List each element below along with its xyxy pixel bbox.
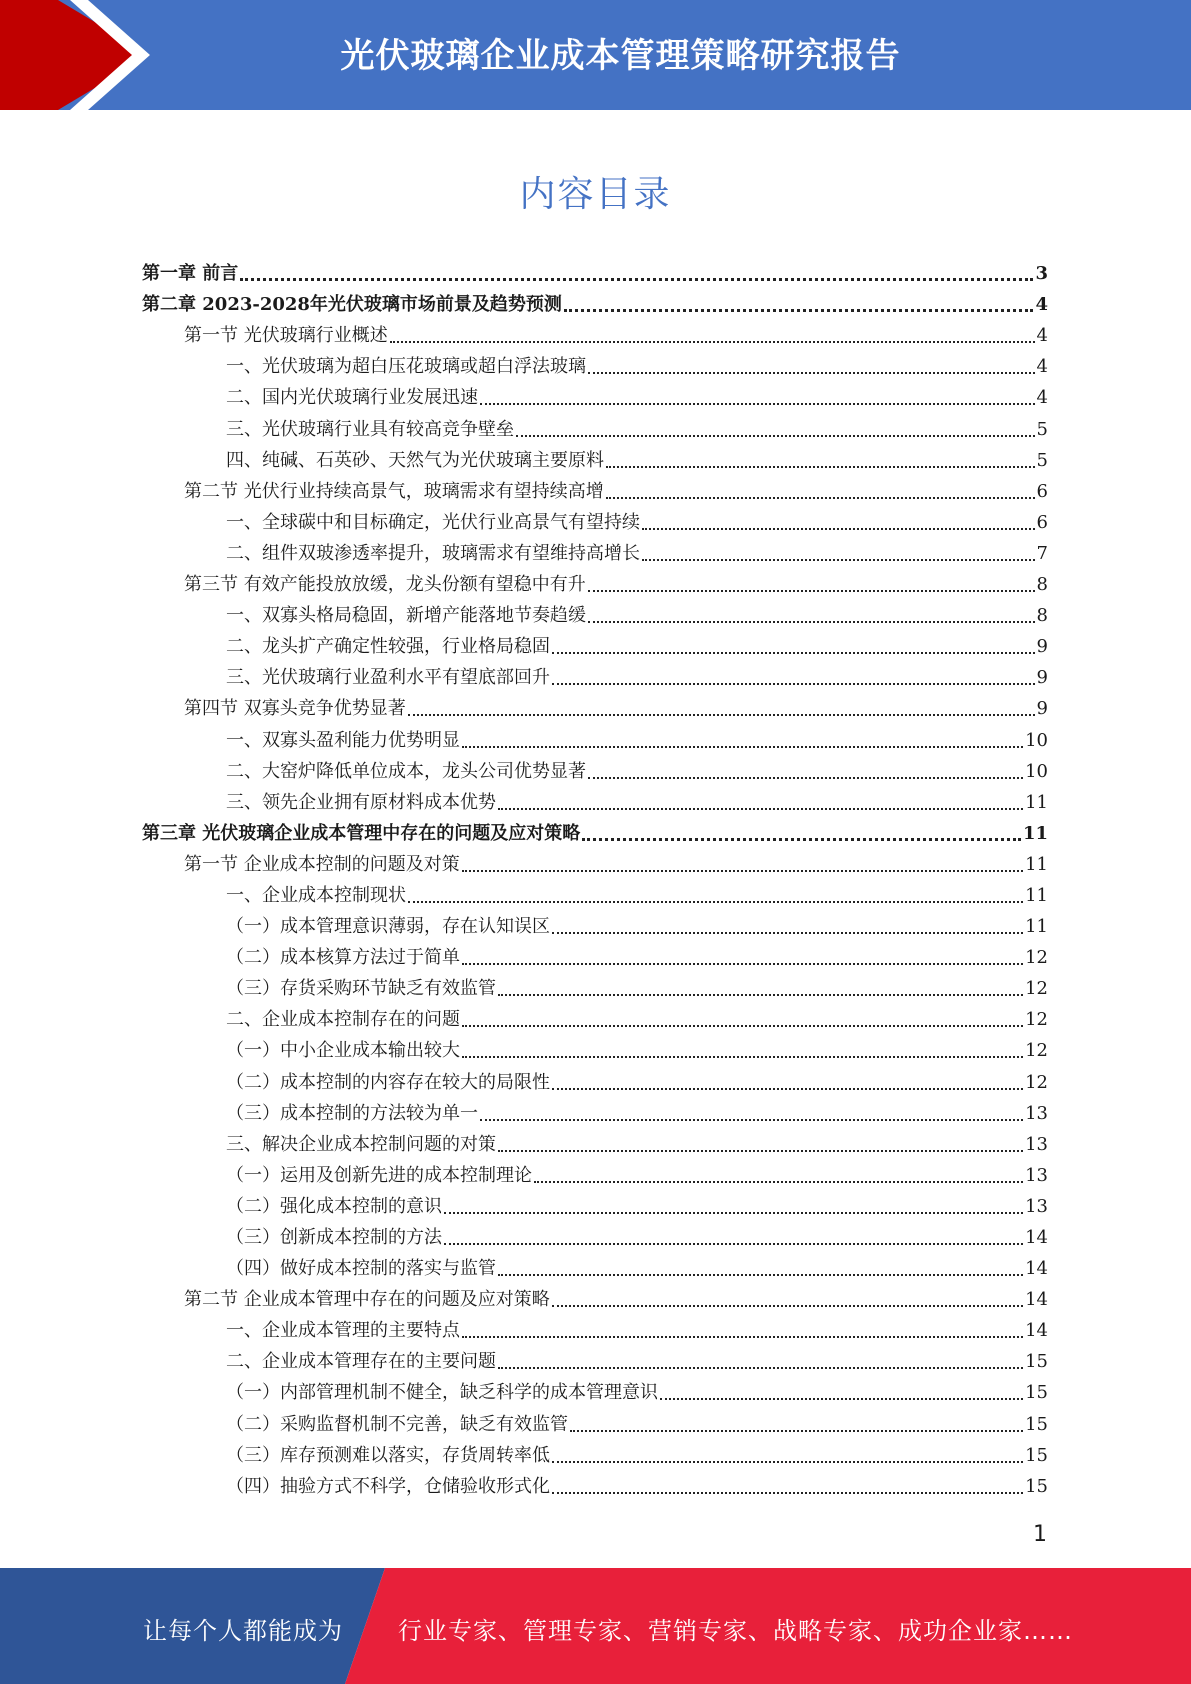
toc-entry-item[interactable] bbox=[142, 720, 1048, 751]
toc-entry-page: 11 bbox=[1025, 791, 1048, 813]
toc-entry-page: 13 bbox=[1025, 1133, 1048, 1155]
toc-entry-page: 3 bbox=[1035, 263, 1048, 285]
toc-entry-title: （二）成本核算方法过于简单 bbox=[226, 947, 460, 969]
toc-entry-title: （二）强化成本控制的意识 bbox=[226, 1195, 442, 1217]
dot-leader bbox=[444, 1212, 1023, 1214]
toc-entry-page: 13 bbox=[1025, 1195, 1048, 1217]
toc-entry-title: 二、龙头扩产确定性较强，行业格局稳固 bbox=[226, 636, 550, 658]
toc-entry-title: （一）运用及创新先进的成本控制理论 bbox=[226, 1164, 532, 1186]
toc-entry-title: 一、全球碳中和目标确定，光伏行业高景气有望持续 bbox=[226, 511, 640, 533]
toc-entry-title: （二）采购监督机制不完善，缺乏有效监管 bbox=[226, 1413, 568, 1435]
toc-entry-sub[interactable] bbox=[142, 1187, 1048, 1218]
dot-leader bbox=[498, 1367, 1023, 1369]
toc-entry-page: 7 bbox=[1036, 542, 1048, 564]
toc-entry-title: 第二章 2023-2028年光伏玻璃市场前景及趋势预测 bbox=[142, 294, 562, 316]
dot-leader bbox=[552, 683, 1035, 685]
toc-heading: 内容目录 bbox=[519, 174, 672, 215]
toc-entry-item[interactable] bbox=[142, 441, 1048, 472]
toc-entry-chapter[interactable] bbox=[142, 814, 1048, 845]
toc-entry-page: 15 bbox=[1025, 1351, 1048, 1373]
toc-entry-sub[interactable] bbox=[142, 1436, 1048, 1467]
toc-entry-title: 第一章 前言 bbox=[142, 263, 239, 285]
dot-leader bbox=[480, 1119, 1023, 1121]
table-of-contents bbox=[142, 254, 1048, 1498]
toc-entry-title: 一、光伏玻璃为超白压花玻璃或超白浮法玻璃 bbox=[226, 356, 586, 378]
toc-entry-item[interactable] bbox=[142, 503, 1048, 534]
toc-entry-page: 13 bbox=[1025, 1102, 1048, 1124]
dot-leader bbox=[606, 497, 1035, 499]
footer-slogan-right: 行业专家、管理专家、营销专家、战略专家、成功企业家…… bbox=[398, 1617, 1073, 1645]
toc-entry-title: 三、解决企业成本控制问题的对策 bbox=[226, 1133, 496, 1155]
toc-entry-sub[interactable] bbox=[142, 1249, 1048, 1280]
toc-entry-title: （三）成本控制的方法较为单一 bbox=[226, 1102, 478, 1124]
dot-leader bbox=[462, 1056, 1023, 1058]
page-number: 1 bbox=[1033, 1522, 1047, 1547]
toc-entry-item[interactable] bbox=[142, 378, 1048, 409]
toc-entry-sub[interactable] bbox=[142, 1373, 1048, 1404]
toc-entry-title: （三）库存预测难以落实，存货周转率低 bbox=[226, 1444, 550, 1466]
toc-entry-page: 4 bbox=[1036, 325, 1048, 347]
toc-entry-title: 一、企业成本管理的主要特点 bbox=[226, 1320, 460, 1342]
dot-leader bbox=[462, 1025, 1023, 1027]
report-title: 光伏玻璃企业成本管理策略研究报告 bbox=[340, 36, 901, 76]
toc-entry-sub[interactable] bbox=[142, 907, 1048, 938]
toc-entry-page: 4 bbox=[1036, 356, 1048, 378]
toc-entry-title: （二）成本控制的内容存在较大的局限性 bbox=[226, 1071, 550, 1093]
footer-banner bbox=[0, 1568, 1191, 1684]
toc-entry-page: 4 bbox=[1036, 387, 1048, 409]
toc-entry-title: （三）创新成本控制的方法 bbox=[226, 1227, 442, 1248]
toc-entry-page: 12 bbox=[1025, 1040, 1048, 1062]
footer-slogan-left: 让每个人都能成为 bbox=[143, 1617, 343, 1645]
dot-leader bbox=[480, 403, 1035, 405]
toc-entry-page: 11 bbox=[1025, 916, 1048, 938]
toc-entry-section[interactable] bbox=[142, 565, 1048, 596]
toc-entry-page: 14 bbox=[1025, 1320, 1048, 1342]
toc-entry-title: 第二节 光伏行业持续高景气，玻璃需求有望持续高增 bbox=[184, 480, 604, 502]
dot-leader bbox=[660, 1398, 1023, 1400]
toc-entry-sub[interactable] bbox=[142, 938, 1048, 969]
toc-entry-page: 5 bbox=[1036, 418, 1048, 440]
toc-entry-item[interactable] bbox=[142, 596, 1048, 627]
dot-leader bbox=[552, 932, 1023, 934]
toc-entry-item[interactable] bbox=[142, 1311, 1048, 1342]
toc-entry-page: 15 bbox=[1025, 1382, 1048, 1404]
dot-leader bbox=[642, 559, 1035, 561]
toc-entry-page: 15 bbox=[1025, 1475, 1048, 1497]
dot-leader bbox=[534, 1181, 1023, 1183]
toc-entry-item[interactable] bbox=[142, 347, 1048, 378]
toc-entry-title: 第三节 有效产能投放放缓，龙头份额有望稳中有升 bbox=[184, 574, 586, 596]
dot-leader bbox=[462, 746, 1023, 748]
toc-entry-title: （一）中小企业成本输出较大 bbox=[226, 1040, 460, 1062]
toc-entry-title: （一）成本管理意识薄弱，存在认知误区 bbox=[226, 916, 550, 938]
toc-entry-title: 一、企业成本控制现状 bbox=[226, 884, 406, 906]
toc-entry-title: 三、领先企业拥有原材料成本优势 bbox=[226, 791, 496, 813]
dot-leader bbox=[552, 1088, 1023, 1090]
toc-entry-title: 一、双寡头格局稳固，新增产能落地节奏趋缓 bbox=[226, 605, 586, 627]
dot-leader bbox=[462, 1336, 1023, 1338]
dot-leader bbox=[498, 994, 1023, 996]
dot-leader bbox=[408, 714, 1035, 716]
toc-entry-section[interactable] bbox=[142, 845, 1048, 876]
dot-leader bbox=[498, 1274, 1023, 1276]
toc-entry-title: 二、组件双玻渗透率提升，玻璃需求有望维持高增长 bbox=[226, 542, 640, 564]
dot-leader bbox=[498, 1150, 1023, 1152]
toc-entry-item[interactable] bbox=[142, 783, 1048, 814]
toc-entry-title: 二、国内光伏玻璃行业发展迅速 bbox=[226, 387, 478, 409]
toc-entry-title: 第一节 企业成本控制的问题及对策 bbox=[184, 853, 460, 875]
toc-entry-title: （四）做好成本控制的落实与监管 bbox=[226, 1258, 496, 1280]
toc-entry-page: 14 bbox=[1025, 1227, 1048, 1248]
dot-leader bbox=[390, 341, 1035, 343]
toc-entry-page: 14 bbox=[1025, 1289, 1048, 1311]
toc-entry-page: 11 bbox=[1022, 822, 1048, 844]
toc-entry-page: 5 bbox=[1036, 449, 1048, 471]
toc-entry-sub[interactable] bbox=[142, 1156, 1048, 1187]
toc-entry-page: 11 bbox=[1025, 853, 1048, 875]
dot-leader bbox=[588, 372, 1035, 374]
toc-entry-page: 14 bbox=[1025, 1258, 1048, 1280]
toc-entry-title: （一）内部管理机制不健全，缺乏科学的成本管理意识 bbox=[226, 1382, 658, 1404]
dot-leader bbox=[564, 309, 1034, 312]
toc-entry-page: 12 bbox=[1025, 1071, 1048, 1093]
dot-leader bbox=[552, 1305, 1023, 1307]
toc-entry-sub[interactable] bbox=[142, 969, 1048, 1000]
header-banner bbox=[0, 0, 1191, 110]
toc-entry-item[interactable] bbox=[142, 627, 1048, 658]
dot-leader bbox=[552, 1461, 1023, 1463]
toc-entry-title: 第一节 光伏玻璃行业概述 bbox=[184, 325, 388, 347]
dot-leader bbox=[606, 466, 1035, 468]
dot-leader bbox=[240, 278, 1033, 281]
toc-entry-page: 10 bbox=[1025, 760, 1048, 782]
dot-leader bbox=[588, 777, 1023, 779]
toc-entry-title: 二、企业成本控制存在的问题 bbox=[226, 1009, 460, 1031]
toc-entry-page: 15 bbox=[1025, 1413, 1048, 1435]
dot-leader bbox=[444, 1243, 1023, 1245]
toc-entry-sub[interactable] bbox=[142, 1094, 1048, 1125]
toc-entry-page: 12 bbox=[1025, 947, 1048, 969]
dot-leader bbox=[462, 870, 1023, 872]
toc-entry-item[interactable] bbox=[142, 1000, 1048, 1031]
dot-leader bbox=[642, 528, 1035, 530]
toc-entry-page: 6 bbox=[1036, 511, 1048, 533]
toc-entry-item[interactable] bbox=[142, 409, 1048, 440]
toc-entry-page: 9 bbox=[1036, 636, 1048, 658]
dot-leader bbox=[408, 901, 1023, 903]
toc-entry-item[interactable] bbox=[142, 534, 1048, 565]
toc-entry-title: 二、企业成本管理存在的主要问题 bbox=[226, 1351, 496, 1373]
toc-entry-item[interactable] bbox=[142, 1342, 1048, 1373]
toc-entry-title: 一、双寡头盈利能力优势明显 bbox=[226, 729, 460, 751]
toc-entry-page: 10 bbox=[1025, 729, 1048, 751]
toc-entry-item[interactable] bbox=[142, 876, 1048, 907]
toc-entry-item[interactable] bbox=[142, 752, 1048, 783]
toc-entry-title: 第三章 光伏玻璃企业成本管理中存在的问题及应对策略 bbox=[142, 822, 581, 844]
toc-entry-page: 8 bbox=[1036, 574, 1048, 596]
toc-entry-page: 4 bbox=[1035, 294, 1048, 316]
toc-entry-sub[interactable] bbox=[142, 1218, 1048, 1249]
toc-entry-page: 13 bbox=[1025, 1164, 1048, 1186]
dot-leader bbox=[462, 963, 1023, 965]
dot-leader bbox=[570, 1430, 1023, 1432]
toc-entry-sub[interactable] bbox=[142, 1404, 1048, 1435]
toc-entry-title: 三、光伏玻璃行业盈利水平有望底部回升 bbox=[226, 667, 550, 689]
toc-entry-page: 9 bbox=[1036, 698, 1048, 720]
dot-leader bbox=[588, 621, 1035, 623]
toc-entry-sub[interactable] bbox=[142, 1031, 1048, 1062]
toc-entry-chapter[interactable] bbox=[142, 254, 1048, 285]
toc-entry-title: 三、光伏玻璃行业具有较高竞争壁垒 bbox=[226, 418, 514, 440]
toc-entry-page: 9 bbox=[1036, 667, 1048, 689]
toc-entry-title: 第四节 双寡头竞争优势显著 bbox=[184, 698, 406, 720]
toc-entry-title: 二、大窑炉降低单位成本，龙头公司优势显著 bbox=[226, 760, 586, 782]
toc-entry-page: 11 bbox=[1025, 884, 1048, 906]
toc-entry-page: 6 bbox=[1036, 480, 1048, 502]
toc-entry-title: （四）抽验方式不科学，仓储验收形式化 bbox=[226, 1475, 550, 1497]
toc-entry-page: 8 bbox=[1036, 605, 1048, 627]
toc-entry-item[interactable] bbox=[142, 1125, 1048, 1156]
toc-entry-title: 四、纯碱、石英砂、天然气为光伏玻璃主要原料 bbox=[226, 449, 604, 471]
toc-entry-title: （三）存货采购环节缺乏有效监管 bbox=[226, 978, 496, 1000]
toc-entry-item[interactable] bbox=[142, 658, 1048, 689]
toc-entry-page: 15 bbox=[1025, 1444, 1048, 1466]
toc-entry-chapter[interactable] bbox=[142, 285, 1048, 316]
dot-leader bbox=[498, 808, 1023, 810]
toc-entry-section[interactable] bbox=[142, 472, 1048, 503]
toc-entry-section[interactable] bbox=[142, 689, 1048, 720]
toc-entry-section[interactable] bbox=[142, 316, 1048, 347]
dot-leader bbox=[552, 1492, 1023, 1494]
dot-leader bbox=[582, 838, 1021, 841]
dot-leader bbox=[588, 590, 1035, 592]
toc-entry-page: 12 bbox=[1025, 1009, 1048, 1031]
toc-entry-section[interactable] bbox=[142, 1280, 1048, 1311]
toc-entry-page: 12 bbox=[1025, 978, 1048, 1000]
dot-leader bbox=[552, 652, 1035, 654]
toc-entry-sub[interactable] bbox=[142, 1467, 1048, 1498]
dot-leader bbox=[516, 435, 1035, 437]
toc-entry-title: 第二节 企业成本管理中存在的问题及应对策略 bbox=[184, 1289, 550, 1311]
toc-entry-sub[interactable] bbox=[142, 1062, 1048, 1093]
